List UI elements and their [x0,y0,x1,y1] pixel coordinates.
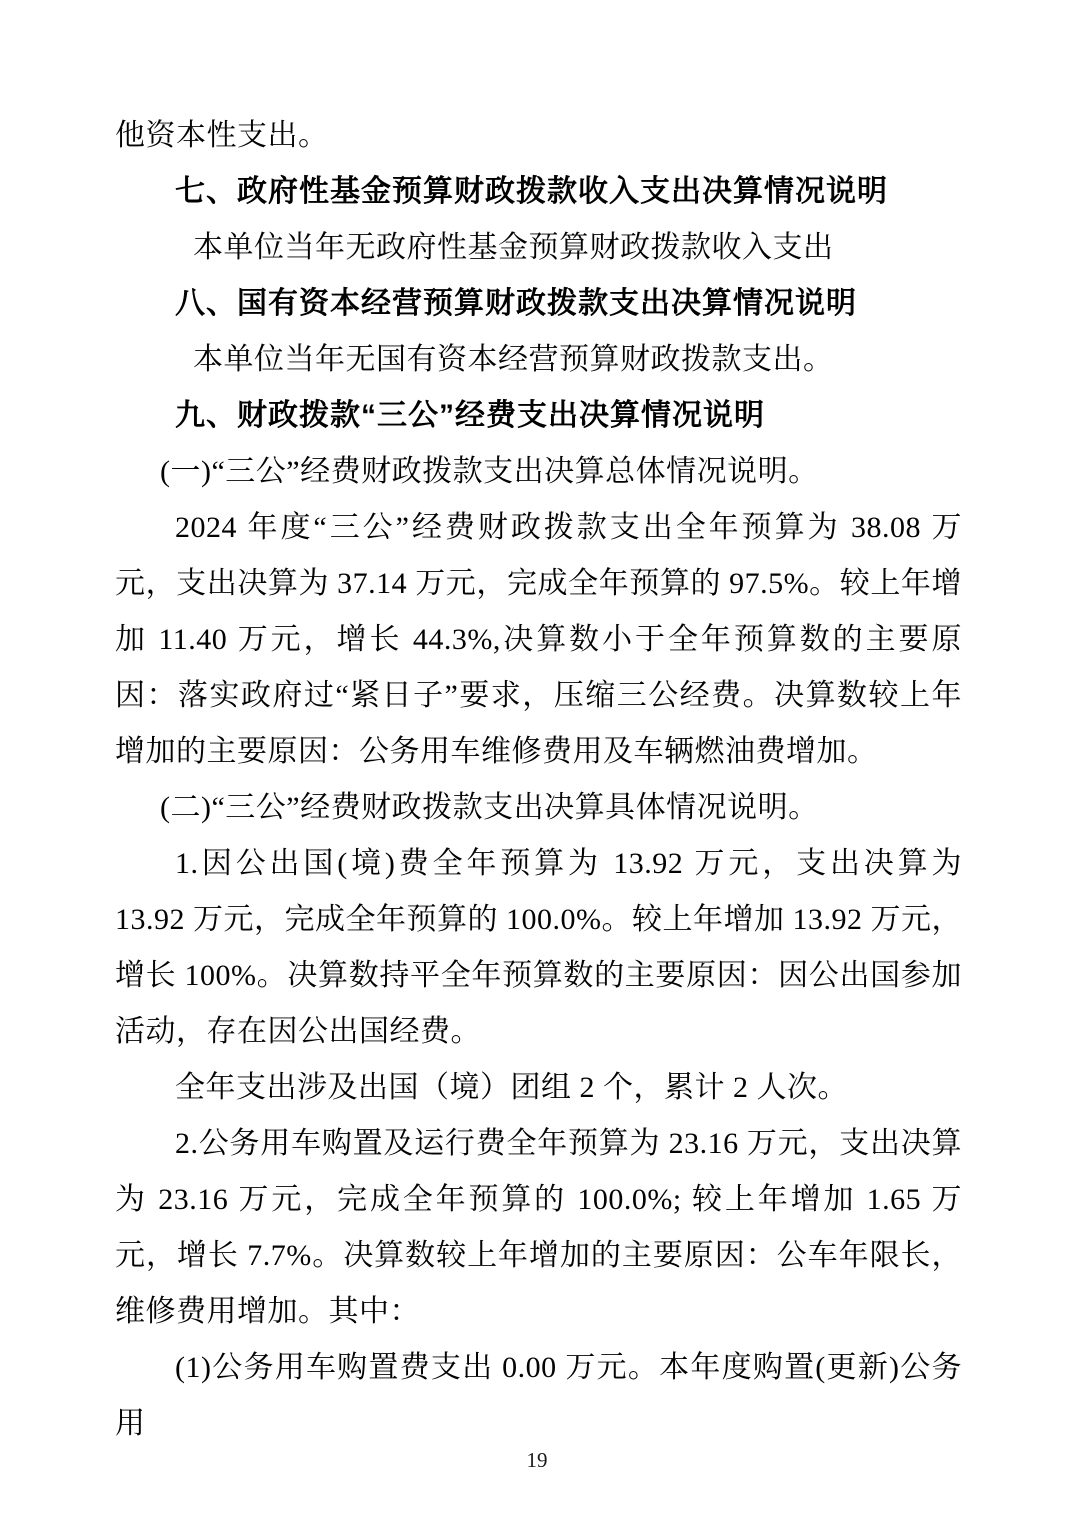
section-heading: 八、国有资本经营预算财政拨款支出决算情况说明 [175,287,857,320]
document-content [115,108,962,1452]
paragraph: (1)公务用车购置费支出 0.00 万元。本年度购置(更新)公务用 [115,1351,962,1440]
section-heading: 九、财政拨款“三公”经费支出决算情况说明 [175,399,765,432]
paragraph: 1.因公出国(境)费全年预算为 13.92 万元，支出决算为 13.92 万元，完成全年预算的 100.0%。较上年增加 13.92 万元，增长 100%。决算数持平全年预算数的主要原因：因公出国参加活动，存在因公出国经费。 [115,847,962,1048]
paragraph: 2024 年度“三公”经费财政拨款支出全年预算为 38.08 万元，支出决算为 37.14 万元，完成全年预算的 97.5%。较上年增加 11.40 万元，增长 44.3%,决算数小于全年预算数的主要原因：落实政府过“紧日子”要求，压缩三公经费。决算数较上年增加的主要原因：公务用车维修费用及车辆燃油费增加。 [115,511,962,768]
paragraph: 他资本性支出。 [115,119,329,152]
paragraph: 2.公务用车购置及运行费全年预算为 23.16 万元，支出决算为 23.16 万元，完成全年预算的 100.0%; 较上年增加 1.65 万元，增长 7.7%。决算数较上年增加的主要原因：公车年限长，维修费用增加。其中： [115,1127,962,1328]
paragraph: (二)“三公”经费财政拨款支出决算具体情况说明。 [160,791,819,824]
paragraph: 本单位当年无国有资本经营预算财政拨款支出。 [193,343,834,376]
section-heading: 七、政府性基金预算财政拨款收入支出决算情况说明 [175,175,888,208]
page-number: 19 [526,1448,548,1472]
paragraph: 全年支出涉及出国（境）团组 2 个，累计 2 人次。 [175,1071,848,1104]
paragraph: (一)“三公”经费财政拨款支出决算总体情况说明。 [160,455,819,488]
paragraph: 本单位当年无政府性基金预算财政拨款收入支出 [193,231,834,264]
